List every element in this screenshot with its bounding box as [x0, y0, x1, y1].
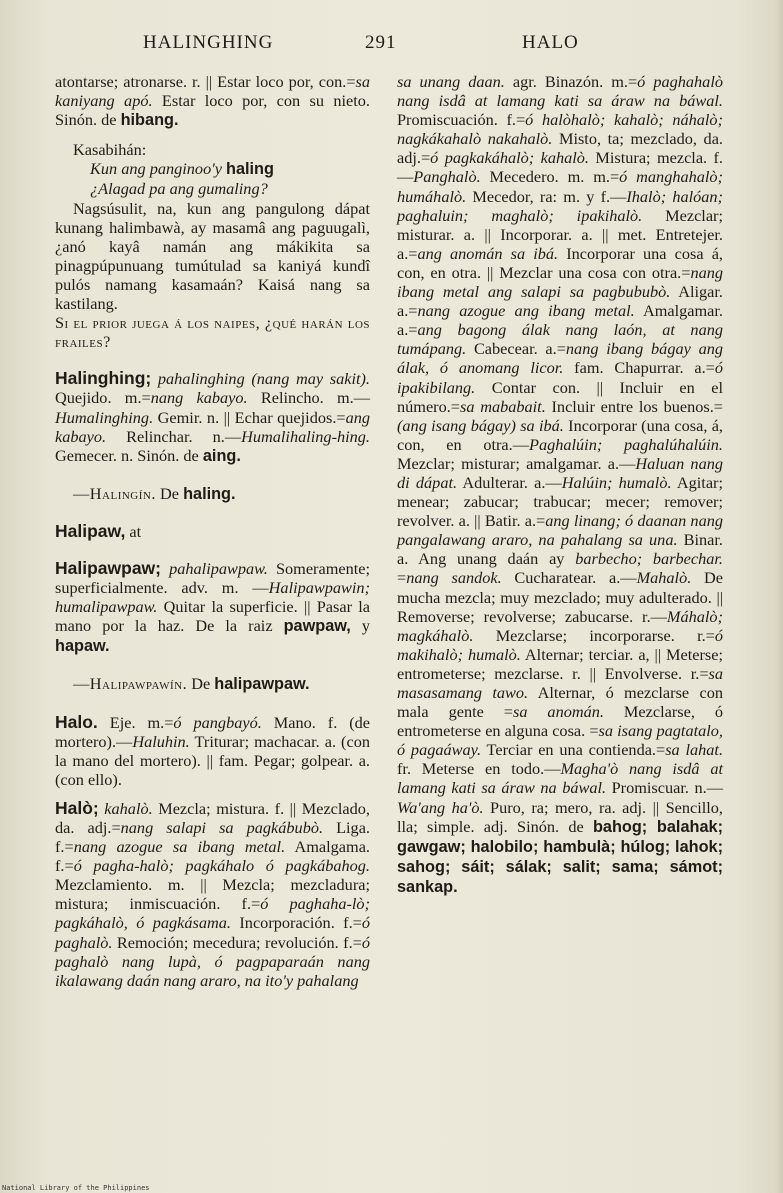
entry-haling-continuation: atontarse; atronarse. r. || Estar loco por, con.=sa kaniyang apó. Estar loco por, con su nieto. Sinón. de hibang.: [55, 72, 370, 130]
derivation-halingin: —Halingín. De haling.: [73, 483, 236, 503]
proverb-line-1: Kun ang panginoo'y haling: [90, 159, 274, 179]
running-header: [0, 32, 783, 56]
kasabihan-label: Kasabihán:: [73, 140, 147, 160]
header-left-word: HALINGHING: [143, 32, 274, 53]
entry-halipaw: Halipaw, at: [55, 520, 142, 541]
page-number: 291: [365, 32, 397, 53]
header-right-word: HALO: [522, 32, 579, 53]
entry-halinghing: Halinghing; pahalinghing (nang may sakit). Quejido. m.=nang kabayo. Relincho. m.—Humalinghing. Gemir. n. || Echar quejidos.=ang kabayo. Relinchar. n.—Humalihaling-hing. Gemecer. n. Sinón. de aing.: [55, 368, 370, 465]
right-column: [397, 72, 723, 897]
proverb-spanish: Si el prior juega á los naipes, ¿qué harán los frailes?: [55, 313, 370, 352]
left-column: [55, 72, 370, 990]
library-credit: National Library of the Philippines: [2, 1184, 150, 1192]
entry-halipawpaw: Halipawpaw; pahalipawpaw. Someramente; superficialmente. adv. m. —Halipawpawin; humalipawpaw. Quitar la superficie. || Pasar la mano por la haz. De la raiz pawpaw, y hapaw.: [55, 557, 370, 656]
page-edge: [773, 0, 783, 1193]
proverb-line-2: ¿Alagad pa ang gumaling?: [90, 179, 268, 199]
synonym-list: bahog; balahak; gawgaw; halobilo; hambulà; húlog; lahok; sahog; sáit; sálak; salit; sama; sámot; sankap.: [397, 817, 723, 896]
entry-halo-mezcla-continued: sa unang daan. agr. Binazón. m.=ó paghahalò nang isdâ at lamang kati sa áraw na báwal. Promiscuación. f.=ó halòhalò; kahalò; náhalò; nagkákahalò nakahalò. Misto, ta; mezclado, da. adj.=ó pagkakáhalò; kahalò. Mistura; mezcla. f.—Panghalò. Mecedero. m. m.=ó manghahalò; humáhalò. Mecedor, ra: m. y f.—Ihalò; halóan; paghaluin; maghalò; ipakihalò. Mezclar; misturar. a. || Incorporar. a. || met. Entretejer. a.=ang anomán sa ibá. Incorporar una cosa á, con, en otra. || Mezclar una cosa con otra.=nang ibang metal ang salapi sa pagbububò. Aligar. a.=nang azogue ang ibang metal. Amalgamar. a.=ang bagong álak nang laón, at nang tumápang. Cabecear. a.=nang ibang bágay ang álak, ó anomang licor. fam. Chapurrar. a.=ó ipakibilang. Contar con. || Incluir en el número.=sa mababait. Incluir entre los buenos.=(ang isang bágay) sa ibá. Incorporar (una cosa, á, con, en otra.—Paghalúin; paghalúhalúin. Mezclar; misturar; amalgamar. a.—Haluan nang di dápat. Adulterar. a.—Halúin; humalò. Agitar; menear; zabucar; trabucar; mecer; remover; revolver. a. || Batir. a.=ang linang; ó daanan nang pangalawang araro, na pahalang sa una. Binar. a. Ang unang daán ay barbecho; barbechar. =nang sandok. Cucharatear. a.—Mahalò. De mucha mezcla; muy mezclado; muy adulterado. || Removerse; revolverse; zabucarse. r.—Máhalò; magkáhalò. Mezclarse; incorporarse. r.=ó makihalò; humalò. Alternar; terciar. a, || Meterse; entrometerse; mezclarse. r. || Envolverse. r.=sa masasamang tawo. Alternar, ó mezclarse con mala gente =sa anomán. Mezclarse, ó entrometerse en alguna cosa. =sa isang pagtatalo, ó pagaáway. Terciar en una contienda.=sa lahat. fr. Meterse en todo.—Magha'ò nang isdâ at lamang kati sa áraw na báwal. Promiscuar. n.—Wa'ang ha'ò. Puro, ra; mero, ra. adj. || Sencillo, lla; simple. adj. Sinón. de bahog; balahak; gawgaw; halobilo; hambulà; húlog; lahok; sahog; sáit; sálak; salit; sama; sámot; sankap.: [397, 72, 724, 896]
proverb-explanation: Nagsúsulit, na, kun ang pangulong dápat kunang halimbawà, ay masamâ ang paguugalì, ¿anó kayâ namán ang mákikita sa pinagpúpunuang tumútulad sa kaniyá kundî pulós namang kasamaán? Kaisá nang sa kastilang.: [55, 198, 370, 314]
entry-halo-mezcla: Halò; kahalò. Mezcla; mistura. f. || Mezclado, da. adj.=nang salapi sa pagkábubò. Liga. f.=nang azogue sa ibang metal. Amalgama. f.=ó pagha-halò; pagkáhalo ó pagkábahog. Mezclamiento. m. || Mezcla; mezcladura; mistura; inmiscuación. f.=ó paghaha-lò; pagkáhalò, ó pagkásama. Incorporación. f.=ó paghalò. Remoción; mecedura; revolución. f.=ó paghalò nang lupà, ó pagpaparaán nang ikalawang daán nang araro, na ito'y pahalang: [55, 797, 370, 990]
derivation-halipawpawin: —Halipawpawín. De halipawpaw.: [73, 674, 310, 694]
entry-halo: Halo. Eje. m.=ó pangbayó. Mano. f. (de mortero).—Haluhin. Triturar; machacar. a. (con la mano del mortero). || fam. Pegar; golpear. a. (con ello).: [55, 711, 371, 789]
